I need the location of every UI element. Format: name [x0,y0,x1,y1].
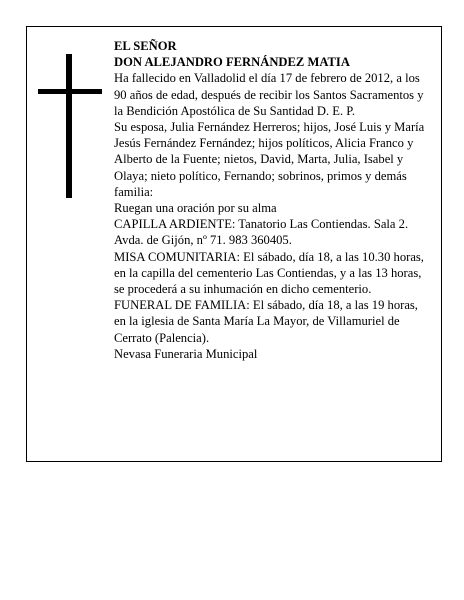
obituary-text [114,38,432,362]
prayer-request: Ruegan una oración por su alma [114,201,277,216]
family-funeral-info: FUNERAL DE FAMILIA: El sábado, día 18, a las 19 horas, en la iglesia de Santa María La Mayor, de Villamuriel de Cerrato (Palencia). [114,298,418,345]
cross-icon [38,54,102,198]
cross-vertical-bar [66,54,72,198]
mass-info: MISA COMUNITARIA: El sábado, día 18, a las 10.30 horas, en la capilla del cementerio Las Contiendas, y a las 13 horas, se procederá a su inhumación en dicho cementerio. [114,249,424,297]
cross-horizontal-bar [38,89,102,94]
family-members: Su esposa, Julia Fernández Herreros; hijos, José Luis y María Jesús Fernández Fernández; hijos políticos, Alicia Franco y Alberto de la Fuente; nietos, David, Marta, Julia, Isabel y Olaya; nieto político, Fernando; sobrinos, primos y demás familia: [114,120,425,199]
death-announcement: Ha fallecido en Valladolid el día 17 de febrero de 2012, a los 90 años de edad, después de recibir los Santos Sacramentos y la Bendición Apostólica de Su Santidad D. E. P. [114,71,424,118]
chapel-info: CAPILLA ARDIENTE: Tanatorio Las Contiendas. Sala 2. Avda. de Gijón, nº 71. 983 360405. [114,217,409,248]
heading-title: EL SEÑOR [114,39,177,53]
deceased-name: DON ALEJANDRO FERNÁNDEZ MATIA [114,55,350,70]
funeral-home: Nevasa Funeraria Municipal [114,346,258,361]
